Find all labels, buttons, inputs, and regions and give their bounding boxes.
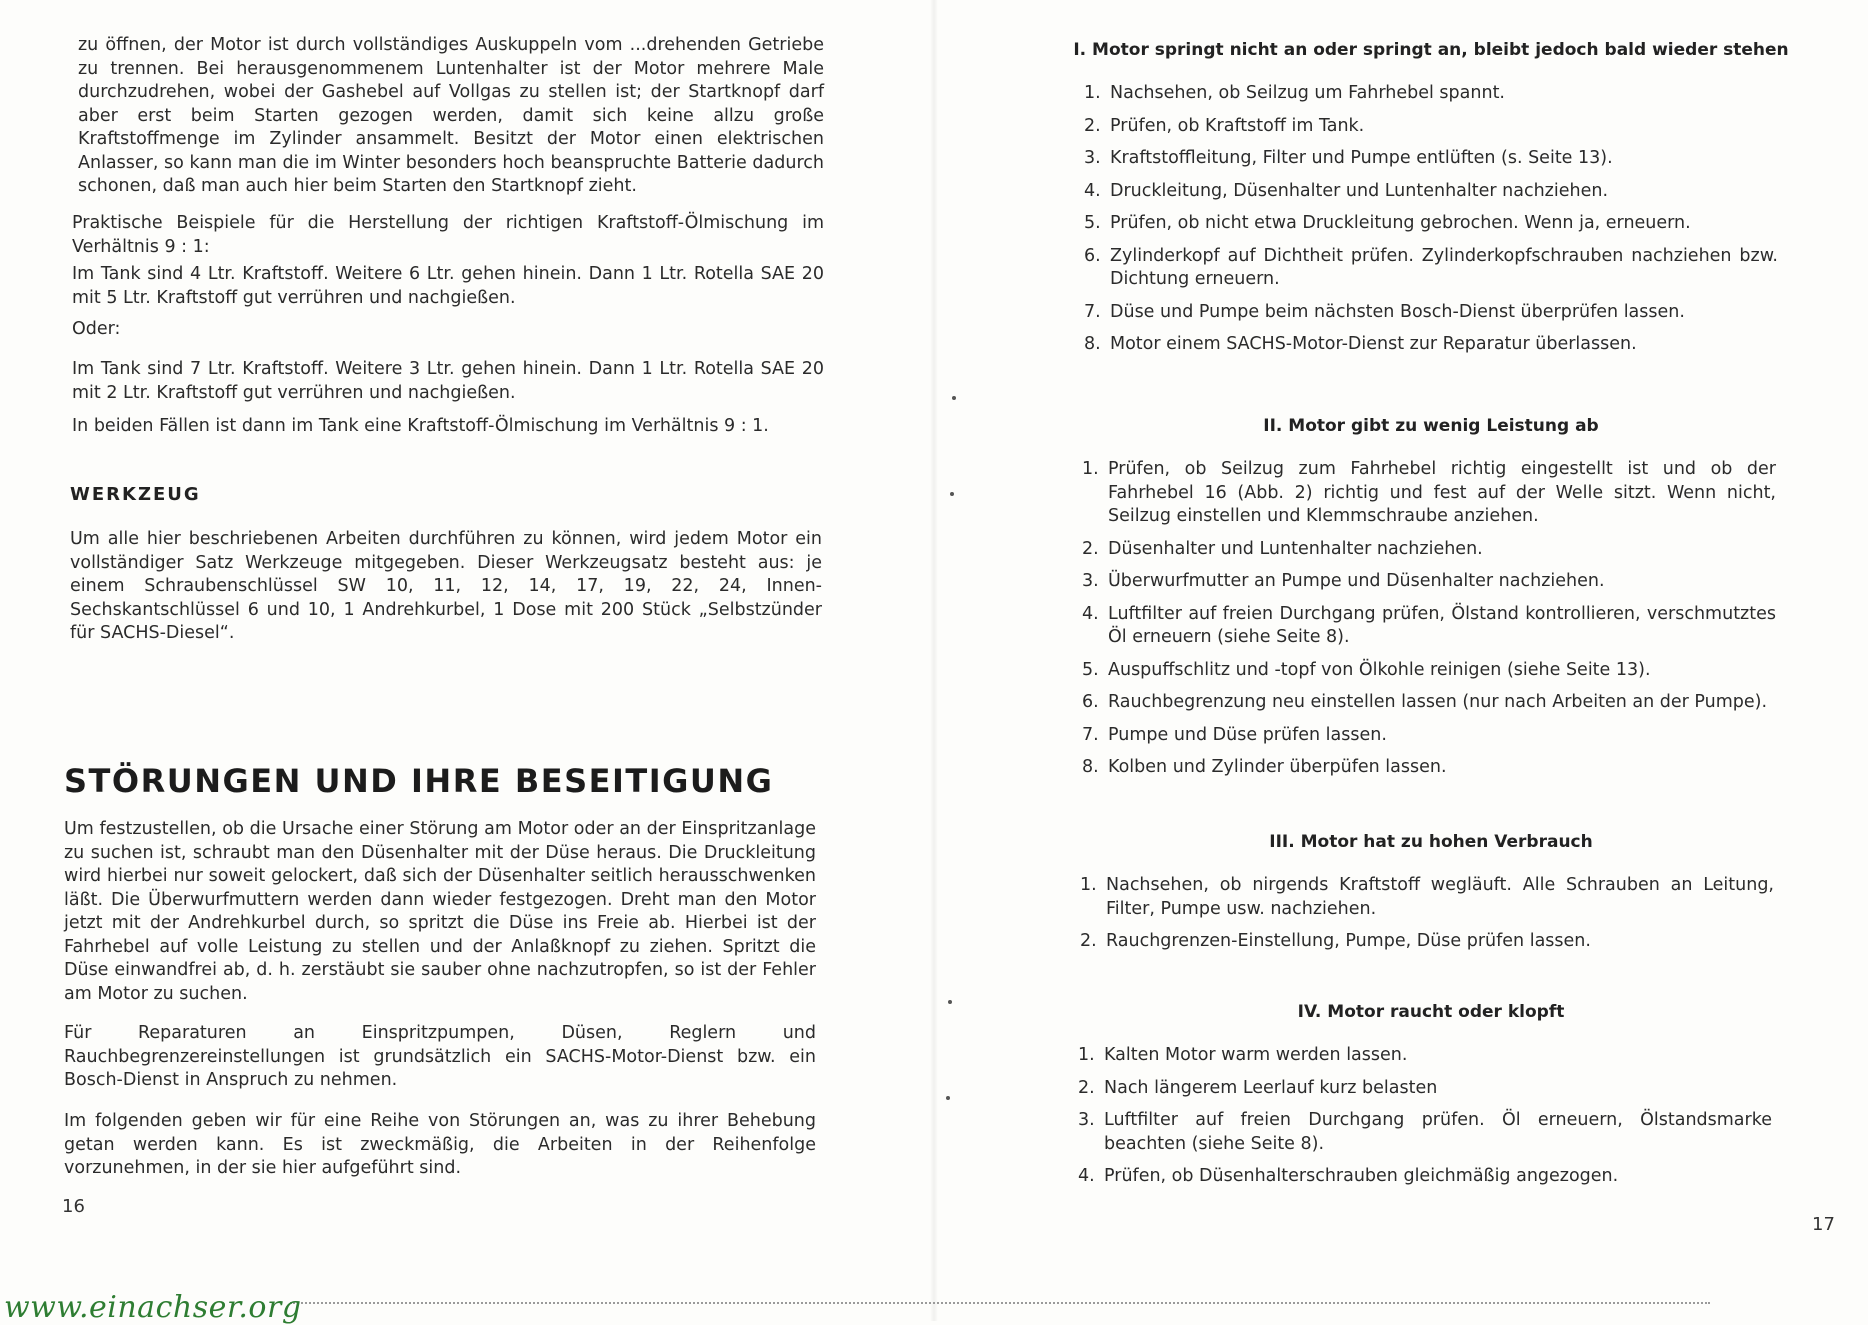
list-item: 3. Überwurfmutter an Pumpe und Düsenhalter nachziehen. (1082, 571, 1605, 591)
mix-example-or: Oder: (72, 319, 121, 339)
section-2-list (1082, 458, 1776, 780)
list-item: 4. Luftfilter auf freien Durchgang prüfen, Ölstand kontrollieren, verschmutztes Öl erneuern (siehe Seite 8). (1082, 603, 1776, 647)
section-3-list (1080, 874, 1774, 954)
list-item: 3. Kraftstoffleitung, Filter und Pumpe entlüften (s. Seite 13). (1084, 148, 1613, 168)
watermark-link[interactable]: www.einachser.org (4, 1290, 302, 1325)
list-item: 8. Motor einem SACHS-Motor-Dienst zur Reparatur überlassen. (1084, 334, 1637, 354)
werkzeug-paragraph: Um alle hier beschriebenen Arbeiten durchführen zu können, wird jedem Motor ein vollständiger Satz Werkzeuge mitgegeben. Dieser Werkzeugsatz besteht aus: je einem Schraubenschlüssel SW 10, 11, 12, 14, 17, 19, 22, 24, Innen-Sechskantschlüssel 6 und 10, 1 Andrehkurbel, 1 Dose mit 200 Stück „Selbstzünder für SACHS-Diesel“. (70, 529, 822, 643)
scan-speck (952, 396, 956, 400)
list-item: 7. Düse und Pumpe beim nächsten Bosch-Dienst überprüfen lassen. (1084, 301, 1685, 322)
stoerungen-paragraph-2: Für Reparaturen an Einspritzpumpen, Düsen, Reglern und Rauchbegrenzereinstellungen ist grundsätzlich ein SACHS-Motor-Dienst bzw. ein Bosch-Dienst in Anspruch zu nehmen. (64, 1023, 816, 1090)
scan-speck (950, 492, 954, 496)
section-1-title: I. Motor springt nicht an oder springt an, bleibt jedoch bald wieder stehen (1073, 40, 1789, 60)
section-3-title: III. Motor hat zu hohen Verbrauch (1269, 832, 1593, 852)
mix-result: In beiden Fällen ist dann im Tank eine Kraftstoff-Ölmischung im Verhältnis 9 : 1. (72, 416, 769, 436)
list-item: 1. Nachsehen, ob nirgends Kraftstoff wegläuft. Alle Schrauben an Leitung, Filter, Pumpe usw. nachziehen. (1080, 875, 1774, 919)
right-page (934, 0, 1868, 1321)
list-item: 6. Rauchbegrenzung neu einstellen lassen (nur nach Arbeiten an der Pumpe). (1082, 692, 1768, 712)
list-item: 1. Kalten Motor warm werden lassen. (1078, 1045, 1408, 1065)
list-item: 7. Pumpe und Düse prüfen lassen. (1082, 724, 1387, 745)
intro-paragraph: zu öffnen, der Motor ist durch vollständiges Auskuppeln vom ...drehenden Getriebe zu trennen. Bei herausgenommenem Luntenhalter ist der Motor mehrere Male durchzudrehen, wobei der Gashebel auf Vollgas zu stellen ist; der Startknopf darf aber erst beim Starten gezogen werden, damit sich keine allzu große Kraftstoffmenge im Zylinder ansammelt. Besitzt der Motor einen elektrischen Anlasser, so kann man die im Winter besonders hoch beanspruchte Batterie dadurch schonen, daß man auch hier beim Starten den Startknopf zieht. (78, 35, 824, 196)
stoerungen-paragraph-1: Um festzustellen, ob die Ursache einer Störung am Motor oder an der Einspritzanlage zu suchen ist, schraubt man den Düsenhalter mit der Düse heraus. Die Druckleitung wird hierbei nur soweit gelockert, daß sich der Düsenhalter seitlich herausschwenken läßt. Die Überwurfmuttern werden dann wieder festgezogen. Dreht man den Motor jetzt mit der Andrehkurbel durch, so spritzt die Düse ins Freie ab. Hierbei ist der Fahrhebel auf volle Leistung zu stellen und der Anlaßknopf zu ziehen. Spritzt die Düse einwandfrei ab, d. h. zerstäubt sie sauber ohne nachzutropfen, so ist der Fehler am Motor zu suchen. (64, 819, 816, 1004)
list-item: 8. Kolben und Zylinder überpüfen lassen. (1082, 757, 1447, 777)
scan-edge-line (290, 1302, 1710, 1304)
werkzeug-heading: WERKZEUG (70, 484, 201, 505)
page-number-left: 16 (62, 1196, 85, 1217)
list-item: 4. Prüfen, ob Düsenhalterschrauben gleichmäßig angezogen. (1078, 1166, 1619, 1186)
scan-speck (948, 1000, 952, 1004)
list-item: 2. Nach längerem Leerlauf kurz belasten (1078, 1077, 1438, 1098)
list-item: 1. Nachsehen, ob Seilzug um Fahrhebel spannt. (1084, 83, 1505, 103)
mix-example-2: Im Tank sind 7 Ltr. Kraftstoff. Weitere 3 Ltr. gehen hinein. Dann 1 Ltr. Rotella SAE 20 mit 2 Ltr. Kraftstoff gut verrühren und nachgießen. (72, 359, 824, 403)
mix-example-1: Im Tank sind 4 Ltr. Kraftstoff. Weitere 6 Ltr. gehen hinein. Dann 1 Ltr. Rotella SAE 20 mit 5 Ltr. Kraftstoff gut verrühren und nachgießen. (72, 264, 824, 308)
list-item: 2. Prüfen, ob Kraftstoff im Tank. (1084, 115, 1365, 136)
stoerungen-paragraph-3: Im folgenden geben wir für eine Reihe von Störungen an, was zu ihrer Behebung getan werden kann. Es ist zweckmäßig, die Arbeiten in der Reihenfolge vorzunehmen, in der sie hier aufgeführt sind. (64, 1111, 816, 1178)
section-2-title: II. Motor gibt zu wenig Leistung ab (1263, 416, 1599, 436)
section-1-list (1084, 82, 1778, 357)
list-item: 5. Prüfen, ob nicht etwa Druckleitung gebrochen. Wenn ja, erneuern. (1084, 213, 1691, 233)
list-item: 6. Zylinderkopf auf Dichtheit prüfen. Zylinderkopfschrauben nachziehen bzw. Dichtung erneuern. (1084, 245, 1778, 289)
list-item: 3. Luftfilter auf freien Durchgang prüfen. Öl erneuern, Ölstandsmarke beachten (siehe Seite 8). (1078, 1110, 1772, 1154)
list-item: 4. Druckleitung, Düsenhalter und Luntenhalter nachziehen. (1084, 180, 1609, 201)
scan-speck (946, 1096, 950, 1100)
page-number-right: 17 (1812, 1214, 1835, 1235)
mix-example-intro: Praktische Beispiele für die Herstellung der richtigen Kraftstoff-Ölmischung im Verhältnis 9 : 1: (72, 213, 824, 257)
section-4-title: IV. Motor raucht oder klopft (1297, 1002, 1565, 1022)
list-item: 2. Düsenhalter und Luntenhalter nachziehen. (1082, 538, 1483, 559)
left-page (0, 0, 934, 1321)
list-item: 2. Rauchgrenzen-Einstellung, Pumpe, Düse prüfen lassen. (1080, 931, 1591, 951)
list-item: 1. Prüfen, ob Seilzug zum Fahrhebel richtig eingestellt ist und ob der Fahrhebel 16 (Abb. 2) richtig und fest auf der Welle sitzt. Wenn nicht, Seilzug einstellen und Klemmschraube anziehen. (1082, 459, 1776, 526)
stoerungen-heading: STÖRUNGEN UND IHRE BESEITIGUNG (64, 762, 774, 800)
list-item: 5. Auspuffschlitz und -topf von Ölkohle reinigen (siehe Seite 13). (1082, 659, 1651, 680)
section-4-list (1078, 1044, 1772, 1189)
